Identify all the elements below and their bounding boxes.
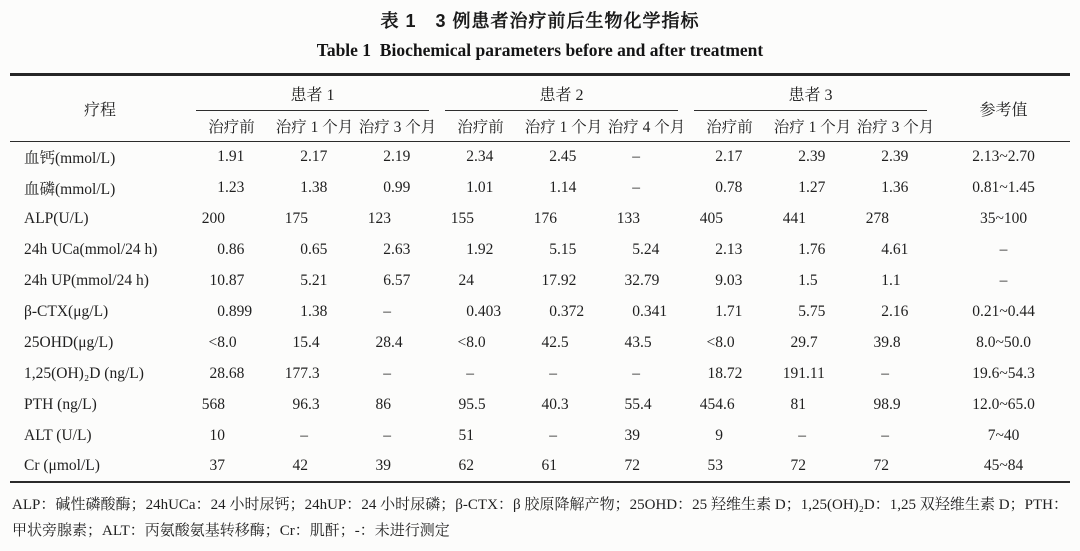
column-group-patient-1	[190, 75, 439, 112]
value-cell: 55.4	[624, 395, 652, 413]
value-cell: 123	[367, 209, 391, 227]
column-header-course: 疗程	[10, 75, 190, 142]
value-cell: 0.899	[217, 302, 253, 320]
value-cell: 191.11	[782, 364, 825, 382]
column-header-p1-pre: 治疗前	[190, 111, 273, 141]
patient-2-label: 患者 2	[445, 76, 678, 111]
value-cell: 175	[284, 209, 308, 227]
value-cell: 5.24	[632, 240, 660, 258]
value-cell: 42	[292, 457, 308, 474]
value-cell: 72	[790, 457, 807, 474]
value-cell: 2.17	[715, 147, 743, 165]
value-cell: 39.8	[873, 333, 901, 351]
reference-cell: 8.0~50.0	[976, 333, 1031, 351]
value-cell: 5.75	[798, 302, 826, 320]
value-cell: 0.341	[632, 302, 668, 320]
value-cell: <8.0	[208, 333, 237, 351]
row-label: 血磷(mmol/L)	[24, 180, 116, 198]
value-cell: 28.68	[209, 364, 245, 382]
row-label: PTH (ng/L)	[24, 395, 97, 413]
table-row	[10, 203, 1070, 234]
value-cell: 1.91	[217, 147, 245, 165]
table-row	[10, 451, 1070, 482]
row-label: ALP(U/L)	[24, 209, 89, 227]
value-cell: 1.14	[549, 178, 577, 196]
value-cell: 96.3	[292, 395, 320, 413]
value-cell: 37	[209, 457, 225, 474]
value-cell: 28.4	[375, 333, 403, 351]
value-cell: –	[549, 426, 558, 444]
group-header-row	[10, 75, 1070, 112]
value-cell: 10	[209, 426, 225, 444]
reference-cell: 7~40	[987, 426, 1020, 444]
reference-cell: 0.21~0.44	[972, 302, 1035, 320]
value-cell: 53	[707, 457, 724, 474]
value-cell: 278	[865, 209, 890, 227]
reference-cell: 12.0~65.0	[972, 395, 1035, 413]
value-cell: 1.92	[466, 240, 494, 258]
value-cell: 9.03	[715, 271, 743, 289]
column-header-p1-m3: 治疗 3 个月	[356, 111, 439, 141]
value-cell: 0.403	[466, 302, 502, 320]
row-label: 25OHD(μg/L)	[24, 333, 114, 351]
reference-cell: 35~100	[979, 209, 1028, 227]
reference-cell: 19.6~54.3	[972, 364, 1035, 382]
value-cell: 39	[624, 426, 641, 444]
value-cell: 0.86	[217, 240, 245, 258]
value-cell: 42.5	[541, 333, 569, 351]
table-row	[10, 265, 1070, 296]
value-cell: 9	[715, 426, 724, 444]
value-cell: –	[798, 426, 807, 444]
table-row	[10, 172, 1070, 203]
value-cell: 2.45	[549, 147, 577, 165]
value-cell: 2.19	[383, 147, 411, 165]
table-row	[10, 141, 1070, 172]
value-cell: 4.61	[881, 240, 909, 258]
value-cell: 133	[616, 209, 641, 227]
value-cell: 2.16	[881, 302, 909, 320]
column-header-reference: 参考值	[937, 75, 1070, 142]
value-cell: –	[549, 364, 558, 382]
value-cell: 200	[201, 209, 225, 227]
column-header-p2-pre: 治疗前	[439, 111, 522, 141]
value-cell: 2.17	[300, 147, 328, 165]
value-cell: <8.0	[457, 333, 486, 351]
value-cell: 1.36	[881, 178, 909, 196]
value-cell: 2.34	[466, 147, 494, 165]
reference-cell: –	[999, 271, 1008, 289]
value-cell: 0.65	[300, 240, 328, 258]
value-cell: 5.21	[300, 271, 328, 289]
value-cell: 454.6	[699, 395, 735, 413]
value-cell: –	[383, 426, 391, 444]
value-cell: 1.38	[300, 178, 328, 196]
value-cell: –	[300, 426, 308, 444]
value-cell: 1.5	[798, 271, 818, 289]
value-cell: –	[632, 178, 641, 196]
reference-cell: 2.13~2.70	[972, 147, 1035, 165]
row-label: 1,25(OH)₂D (ng/L)	[24, 364, 144, 382]
value-cell: –	[383, 302, 391, 320]
column-header-p1-m1: 治疗 1 个月	[273, 111, 356, 141]
table-title-en: Table 1 Biochemical parameters before and after treatment	[316, 40, 764, 60]
value-cell: 6.57	[383, 271, 411, 289]
value-cell: 1.27	[798, 178, 826, 196]
value-cell: 5.15	[549, 240, 577, 258]
value-cell: 10.87	[209, 271, 245, 289]
value-cell: –	[632, 147, 641, 165]
reference-cell: –	[999, 240, 1008, 258]
value-cell: 177.3	[284, 364, 320, 382]
row-label: β-CTX(μg/L)	[24, 302, 109, 320]
value-cell: 155	[450, 209, 475, 227]
value-cell: 62	[458, 457, 475, 474]
row-label: ALT (U/L)	[24, 426, 92, 444]
value-cell: 1.1	[881, 271, 901, 289]
value-cell: 2.13	[715, 240, 743, 258]
value-cell: 72	[873, 457, 890, 474]
table-footnote: ALP：碱性磷酸酶；24hUCa：24 小时尿钙；24hUP：24 小时尿磷；β-CTX：β 胶原降解产物；25OHD：25 羟维生素 D；1,25(OH)₂D：1,25 双羟维生素 D；PTH：甲状旁腺素；ALT：丙氨酸氨基转移酶；Cr：肌酐；-：未进行测定	[12, 497, 1068, 539]
paper-table-figure	[0, 7, 1080, 551]
value-cell: –	[881, 426, 890, 444]
value-cell: 1.01	[466, 178, 494, 196]
table-row	[10, 420, 1070, 451]
value-cell: 86	[375, 395, 391, 413]
value-cell: –	[383, 364, 391, 382]
table-row	[10, 296, 1070, 327]
table-row	[10, 358, 1070, 389]
value-cell: 1.71	[715, 302, 743, 320]
value-cell: 0.372	[549, 302, 585, 320]
table-row	[10, 389, 1070, 420]
value-cell: 43.5	[624, 333, 652, 351]
column-header-p3-pre: 治疗前	[688, 111, 771, 141]
value-cell: 2.39	[798, 147, 826, 165]
patient-1-label: 患者 1	[196, 76, 429, 111]
column-header-p2-m1: 治疗 1 个月	[522, 111, 605, 141]
value-cell: 1.23	[217, 178, 245, 196]
table-title-zh: 表 1 3 例患者治疗前后生物化学指标	[380, 11, 700, 31]
value-cell: 72	[624, 457, 641, 474]
value-cell: 0.99	[383, 178, 411, 196]
biochemical-table	[10, 73, 1070, 483]
value-cell: –	[466, 364, 475, 382]
column-header-p3-m3: 治疗 3 个月	[854, 111, 937, 141]
column-group-patient-2	[439, 75, 688, 112]
table-body	[10, 141, 1070, 482]
value-cell: 2.39	[881, 147, 909, 165]
value-cell: 568	[201, 395, 225, 413]
value-cell: 98.9	[873, 395, 901, 413]
value-cell: 39	[375, 457, 391, 474]
column-header-p2-m4: 治疗 4 个月	[605, 111, 688, 141]
value-cell: 29.7	[790, 333, 818, 351]
value-cell: 81	[790, 395, 807, 413]
row-label: Cr (μmol/L)	[24, 457, 100, 474]
value-cell: 1.76	[798, 240, 826, 258]
value-cell: –	[632, 364, 641, 382]
value-cell: <8.0	[706, 333, 735, 351]
value-cell: 51	[458, 426, 475, 444]
reference-cell: 0.81~1.45	[972, 178, 1035, 196]
value-cell: 61	[541, 457, 558, 474]
reference-cell: 45~84	[983, 457, 1024, 474]
value-cell: 2.63	[383, 240, 411, 258]
patient-3-label: 患者 3	[694, 76, 927, 111]
column-group-patient-3	[688, 75, 937, 112]
value-cell: 1.38	[300, 302, 328, 320]
row-label: 血钙(mmol/L)	[24, 149, 116, 167]
table-row	[10, 234, 1070, 265]
value-cell: –	[881, 364, 890, 382]
value-cell: 176	[533, 209, 558, 227]
column-header-p3-m1: 治疗 1 个月	[771, 111, 854, 141]
value-cell: 40.3	[541, 395, 569, 413]
row-label: 24h UP(mmol/24 h)	[24, 271, 149, 289]
table-row	[10, 327, 1070, 358]
value-cell: 24	[458, 271, 475, 289]
value-cell: 0.78	[715, 178, 743, 196]
value-cell: 15.4	[292, 333, 320, 351]
value-cell: 405	[699, 209, 724, 227]
value-cell: 18.72	[707, 364, 743, 382]
row-label: 24h UCa(mmol/24 h)	[24, 240, 158, 258]
value-cell: 32.79	[624, 271, 660, 289]
value-cell: 95.5	[458, 395, 486, 413]
value-cell: 17.92	[541, 271, 577, 289]
value-cell: 441	[782, 209, 807, 227]
